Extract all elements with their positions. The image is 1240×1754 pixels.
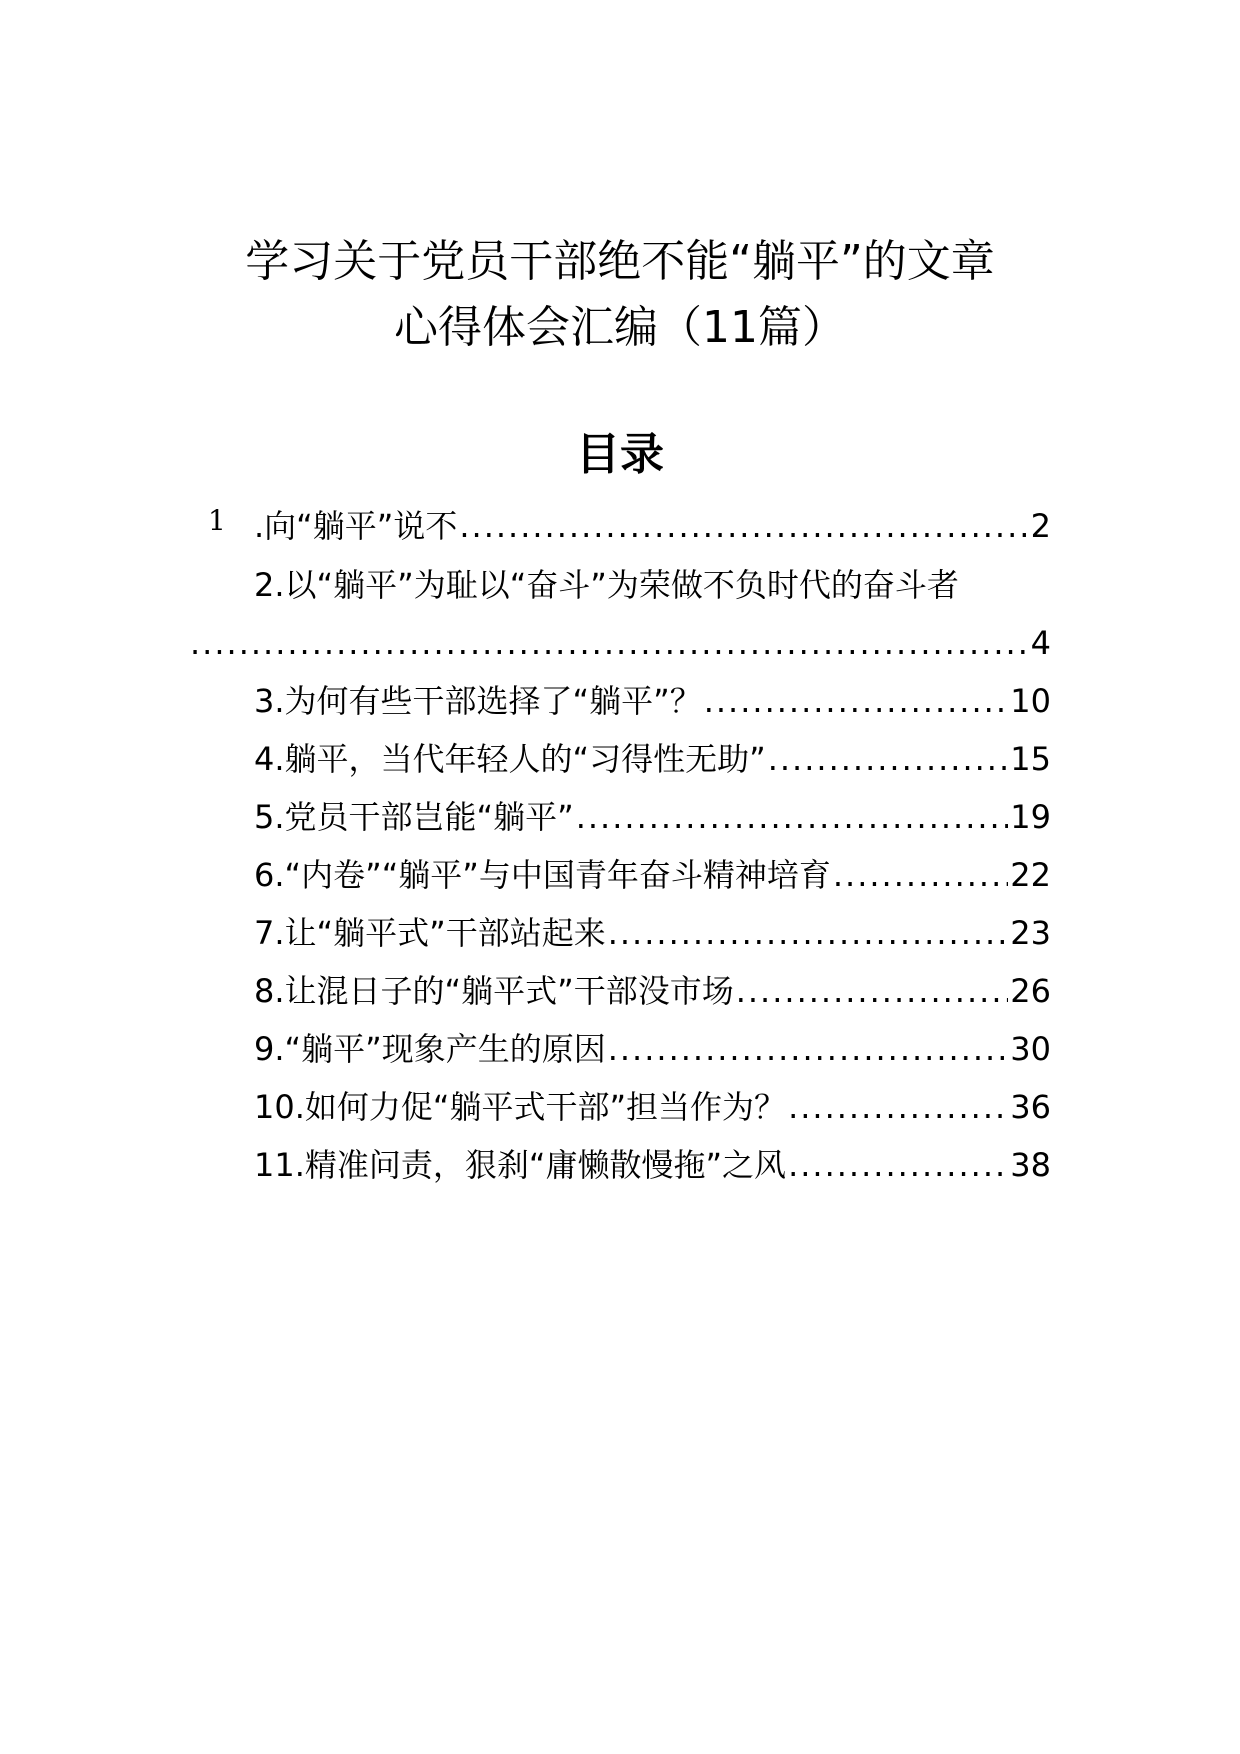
toc-entry-label: 5.党员干部岂能“躺平” — [254, 798, 574, 836]
toc-page-number: 10 — [1010, 682, 1051, 720]
document-title-line-1: 学习关于党员干部绝不能“躺平”的文章 — [245, 236, 995, 287]
toc-entry-label: 7.让“躺平式”干部站起来 — [254, 914, 606, 952]
toc-entry-6[interactable] — [254, 852, 1051, 898]
toc-entry-3[interactable] — [254, 678, 1051, 724]
document-title-line-2: 心得体会汇编（11篇） — [394, 302, 846, 353]
toc-entry-label: 9.“躺平”现象产生的原因 — [254, 1030, 606, 1068]
toc-entry-9[interactable] — [254, 1026, 1051, 1072]
toc-heading: 目录 — [576, 429, 664, 480]
toc-entry-4[interactable] — [254, 736, 1051, 782]
toc-page-number: 2 — [1030, 507, 1051, 545]
toc-page-number: 4 — [1030, 624, 1051, 662]
toc-entry-label: 10.如何力促“躺平式干部”担当作为？ — [254, 1088, 787, 1126]
toc-page-number: 26 — [1010, 972, 1051, 1010]
toc-leader-dots — [608, 1026, 1009, 1072]
toc-entry-1[interactable] — [254, 503, 1051, 549]
toc-entry-5[interactable] — [254, 794, 1051, 840]
toc-leader-dots — [608, 910, 1009, 956]
toc-entry-7[interactable] — [254, 910, 1051, 956]
toc-page-number: 36 — [1010, 1088, 1051, 1126]
toc-leader-dots — [788, 1142, 1008, 1188]
toc-entry-label: 6.“内卷”“躺平”与中国青年奋斗精神培育 — [254, 856, 831, 894]
toc-entry-label: 8.让混日子的“躺平式”干部没市场 — [254, 972, 734, 1010]
toc-leader-dots — [576, 794, 1009, 840]
toc-entry-2-leader[interactable] — [190, 620, 1051, 666]
toc-page-number: 30 — [1010, 1030, 1051, 1068]
toc-entry-8[interactable] — [254, 968, 1051, 1014]
toc-leader-dots — [704, 678, 1009, 724]
toc-leader-dots — [736, 968, 1009, 1014]
toc-entry-label: .向“躺平”说不 — [254, 507, 458, 545]
list-number: 1 — [208, 504, 226, 537]
toc-leader-dots — [833, 852, 1008, 898]
toc-leader-dots — [459, 503, 1028, 549]
toc-entry-11[interactable] — [254, 1142, 1051, 1188]
toc-entry-label: 11.精准问责，狠刹“庸懒散慢拖”之风 — [254, 1146, 787, 1184]
toc-leader-dots — [190, 620, 1029, 666]
toc-entry-label: 3.为何有些干部选择了“躺平”？ — [254, 682, 702, 720]
toc-entry-10[interactable] — [254, 1084, 1051, 1130]
toc-page-number: 38 — [1010, 1146, 1051, 1184]
toc-page-number: 22 — [1010, 856, 1051, 894]
toc-leader-dots — [768, 736, 1009, 782]
toc-entry-2-label[interactable]: 2.以“躺平”为耻以“奋斗”为荣做不负时代的奋斗者 — [254, 566, 959, 604]
toc-page-number: 19 — [1010, 798, 1051, 836]
toc-entry-label: 4.躺平，当代年轻人的“习得性无助” — [254, 740, 766, 778]
toc-page-number: 23 — [1010, 914, 1051, 952]
toc-page-number: 15 — [1010, 740, 1051, 778]
toc-leader-dots — [788, 1084, 1008, 1130]
